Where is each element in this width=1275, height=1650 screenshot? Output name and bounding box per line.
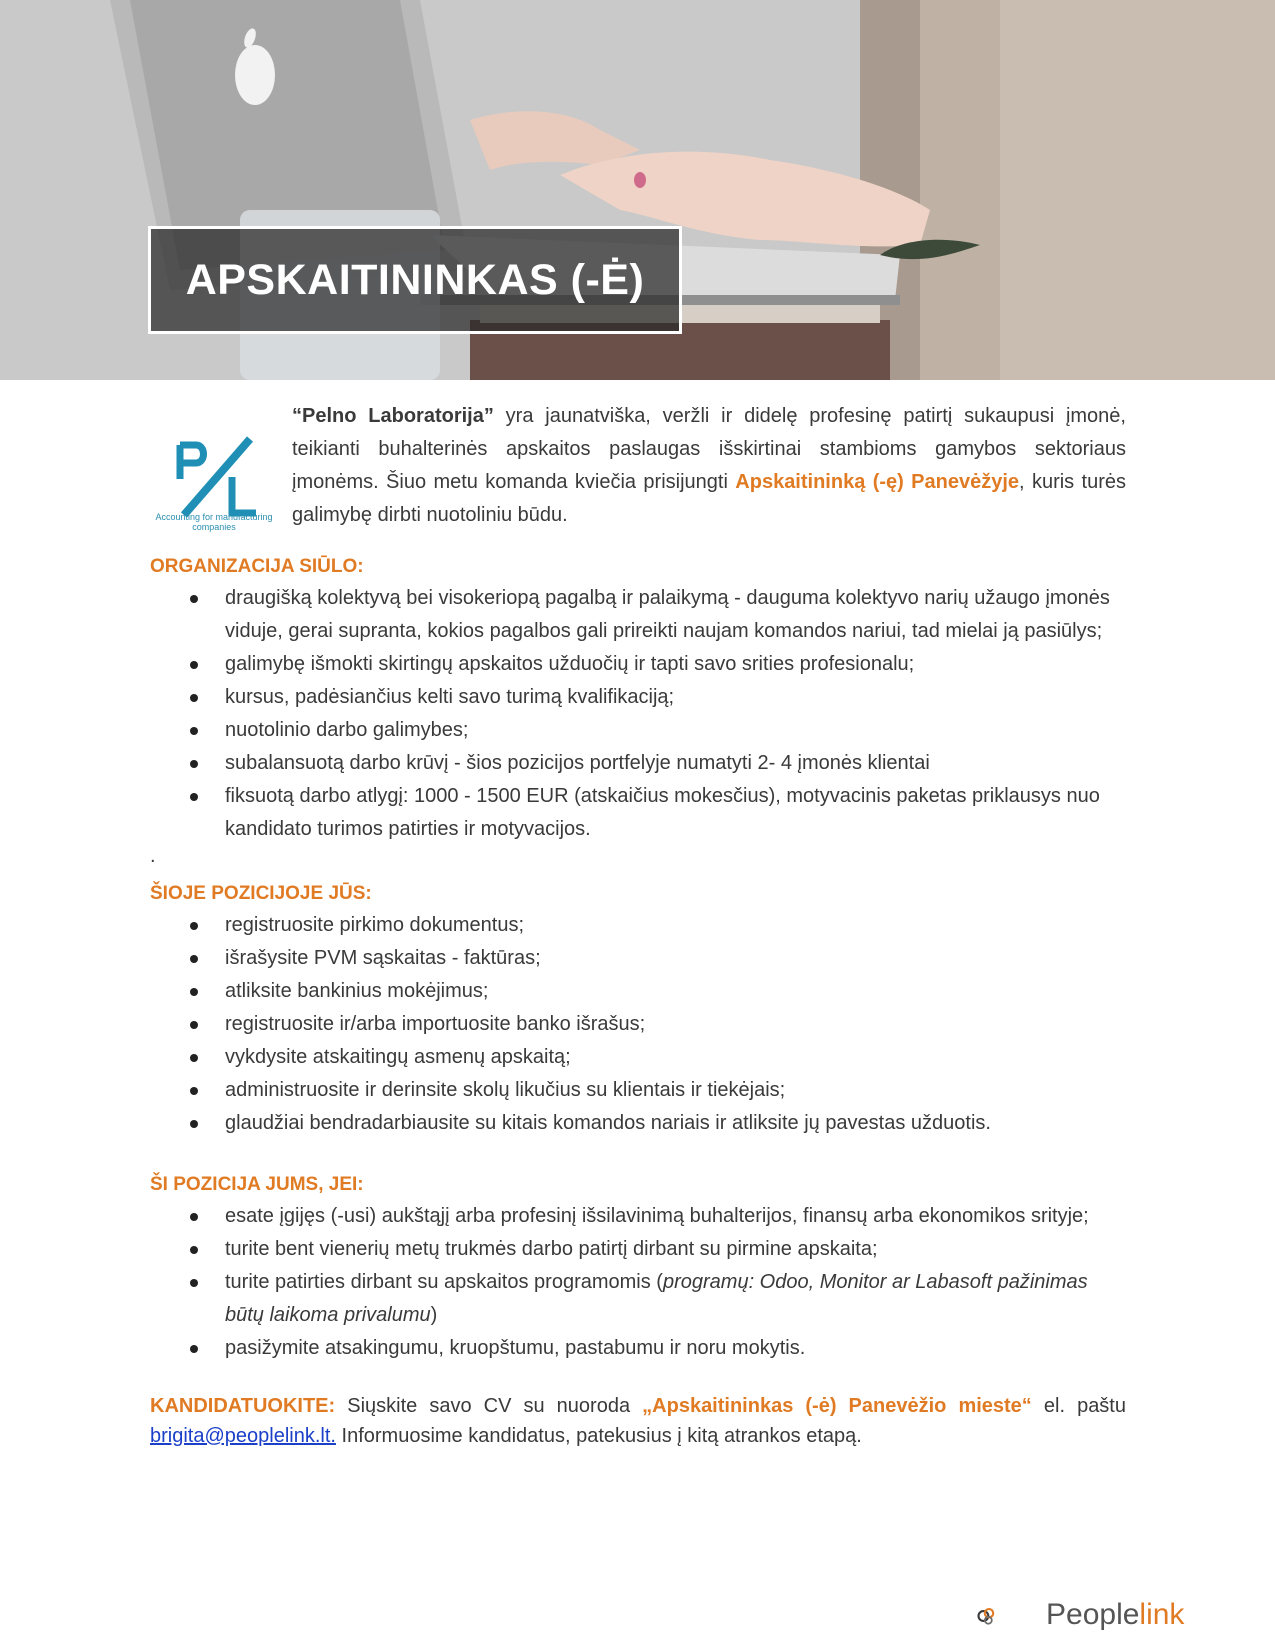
apply-label: KANDIDATUOKITE: [150,1395,336,1417]
company-name: “Pelno Laboratorija” [292,405,494,427]
bullet-icon [190,1087,198,1095]
list-item: esate įgijęs (-usi) aukštąjį arba profesinį išsilavinimą buhalterijos, finansų arba ekonomikos srityje; [150,1200,1126,1233]
list-item: registruosite ir/arba importuosite banko išrašus; [150,1008,1126,1041]
list-item: subalansuotą darbo krūvį - šios pozicijos portfelyje numatyti 2- 4 įmonės klientai [150,747,1126,780]
list-item: turite patirties dirbant su apskaitos programomis (programų: Odoo, Monitor ar Labasoft pažinimas būtų laikoma privalumu) [150,1266,1126,1332]
bullet-icon [190,727,198,735]
bullet-icon [190,694,198,702]
requirements-list [150,1200,1126,1365]
intro-paragraph [292,400,1126,532]
bullet-icon [190,922,198,930]
intro-section [150,400,1126,550]
bullet-icon [190,595,198,603]
intro-text-1: yra jaunatviška, veržli ir didelę profesinę patirtį sukaupusi įmonė, teikianti buhalterinės apskaitos paslaugas išskirtinai stambioms gamybos sektoriaus įmonėms. Šiuo metu komanda kviečia prisijungti [292,405,1126,493]
intro-text-2: , kuris turės galimybę dirbti nuotoliniu būdu. [292,471,1126,526]
bullet-icon [190,1021,198,1029]
bullet-icon [190,1246,198,1254]
bullet-icon [190,760,198,768]
trailing-dot: . [150,845,156,867]
list-item: nuotolinio darbo galimybes; [150,714,1126,747]
logo-caption: Accounting for manufacturing companies [155,512,273,532]
list-item: administruosite ir derinsite skolų likučius su klientais ir tiekėjais; [150,1074,1126,1107]
software-note: programų: Odoo, Monitor ar Labasoft pažinimas būtų laikoma privalumu [225,1271,1088,1326]
position-highlight: Apskaitininką (-ę) Panevėžyje [735,471,1020,493]
duties-heading: ŠIOJE POZICIJOJE JŪS: [150,883,372,904]
bullet-icon [190,1213,198,1221]
bullet-icon [190,1054,198,1062]
job-title-box [148,226,682,334]
peoplelink-logo: Peoplelink [1046,1598,1185,1631]
bullet-icon [190,1345,198,1353]
list-item: turite bent vienerių metų trukmės darbo patirtį dirbant su pirmine apskaita; [150,1233,1126,1266]
offers-list [150,582,1126,846]
bullet-icon [190,793,198,801]
job-title: APSKAITININKAS (-Ė) [185,255,645,304]
bullet-icon [190,1120,198,1128]
job-ad-content [150,400,1126,1451]
list-item: išrašysite PVM sąskaitas - faktūras; [150,942,1126,975]
bullet-icon [190,1279,198,1287]
requirements-heading: ŠI POZICIJA JUMS, JEI: [150,1174,364,1195]
bullet-icon [190,988,198,996]
peoplelink-logo-icon [975,1588,1045,1644]
hero-banner [0,0,1275,380]
list-item: atliksite bankinius mokėjimus; [150,975,1126,1008]
list-item: vykdysite atskaitingų asmenų apskaitą; [150,1041,1126,1074]
list-item: galimybę išmokti skirtingų apskaitos užduočių ir tapti savo srities profesionalu; [150,648,1126,681]
bullet-icon [190,955,198,963]
email-link[interactable]: brigita@peoplelink.lt. [150,1425,336,1447]
list-item: draugišką kolektyvą bei visokeriopą pagalbą ir palaikymą - dauguma kolektyvo narių užaugo įmonės viduje, gerai supranta, kokios pagalbos gali prireikti naujam komandos nariui, tad mielai ją pasiūlys; [150,582,1126,648]
list-item: pasižymite atsakingumu, kruopštumu, pastabumu ir noru mokytis. [150,1332,1126,1365]
apply-paragraph: KANDIDATUOKITE: Siųskite savo CV su nuoroda „Apskaitininkas (-ė) Panevėžio mieste“ el. paštu brigita@peoplelink.lt. Informuosime kandidatus, patekusius į kitą atrankos etapą. [150,1395,1126,1447]
offers-heading: ORGANIZACIJA SIŪLO: [150,556,364,577]
list-item: registruosite pirkimo dokumentus; [150,909,1126,942]
duties-list [150,909,1126,1140]
list-item: fiksuotą darbo atlygį: 1000 - 1500 EUR (atskaičius mokesčius), motyvacinis paketas priklausys nuo kandidato turimos patirties ir motyvacijos. [150,780,1126,846]
apply-reference: „Apskaitininkas (-ė) Panevėžio mieste“ [642,1395,1032,1417]
bullet-icon [190,661,198,669]
list-item: kursus, padėsiančius kelti savo turimą kvalifikaciją; [150,681,1126,714]
list-item: glaudžiai bendradarbiausite su kitais komandos nariais ir atliksite jų pavestas užduotis. [150,1107,1126,1140]
